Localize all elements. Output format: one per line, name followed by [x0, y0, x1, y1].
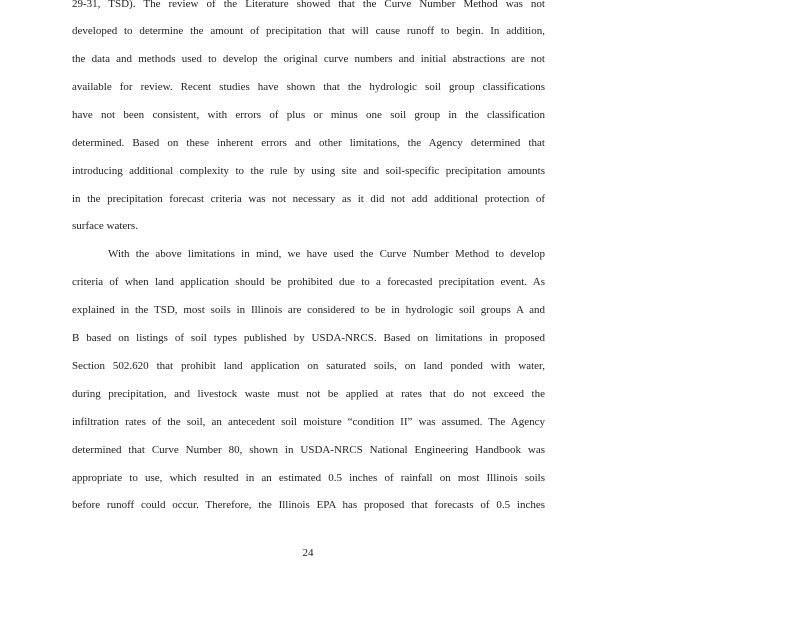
body-text-line: appropriate to use, which resulted in an estimated 0.5 inches of rainfall on most Illinois soils	[72, 472, 545, 484]
paragraph-first-line: With the above limitations in mind, we have used the Curve Number Method to develop	[108, 248, 545, 260]
body-text-line: available for review. Recent studies have shown that the hydrologic soil group classifications	[72, 81, 545, 93]
body-text-line: criteria of when land application should be prohibited due to a forecasted precipitation event. As	[72, 276, 545, 288]
body-text-line: developed to determine the amount of precipitation that will cause runoff to begin. In addition,	[72, 25, 545, 37]
body-text-line: determined that Curve Number 80, shown in USDA-NRCS National Engineering Handbook was	[72, 444, 545, 456]
body-text-line: B based on listings of soil types published by USDA-NRCS. Based on limitations in proposed	[72, 332, 545, 344]
body-text-line: the data and methods used to develop the original curve numbers and initial abstractions are not	[72, 53, 545, 65]
body-text-line: before runoff could occur. Therefore, the Illinois EPA has proposed that forecasts of 0.5 inches	[72, 499, 545, 511]
body-text-line: infiltration rates of the soil, an antecedent soil moisture “condition II” was assumed. The Agency	[72, 416, 545, 428]
page-number: 24	[302, 547, 314, 559]
body-text-line: introducing additional complexity to the rule by using site and soil-specific precipitation amounts	[72, 165, 545, 177]
body-text-line: during precipitation, and livestock waste must not be applied at rates that do not exceed the	[72, 388, 545, 400]
body-text-line: have not been consistent, with errors of plus or minus one soil group in the classification	[72, 109, 545, 121]
body-text-line: determined. Based on these inherent errors and other limitations, the Agency determined that	[72, 137, 545, 149]
body-text-line: 29-31, TSD). The review of the Literature showed that the Curve Number Method was not	[72, 0, 545, 10]
body-text-line: in the precipitation forecast criteria was not necessary as it did not add additional protection of	[72, 193, 545, 205]
body-text-line: surface waters.	[72, 220, 138, 232]
body-text-line: explained in the TSD, most soils in Illinois are considered to be in hydrologic soil groups A and	[72, 304, 545, 316]
body-text-line: Section 502.620 that prohibit land application on saturated soils, on land ponded with water,	[72, 360, 545, 372]
